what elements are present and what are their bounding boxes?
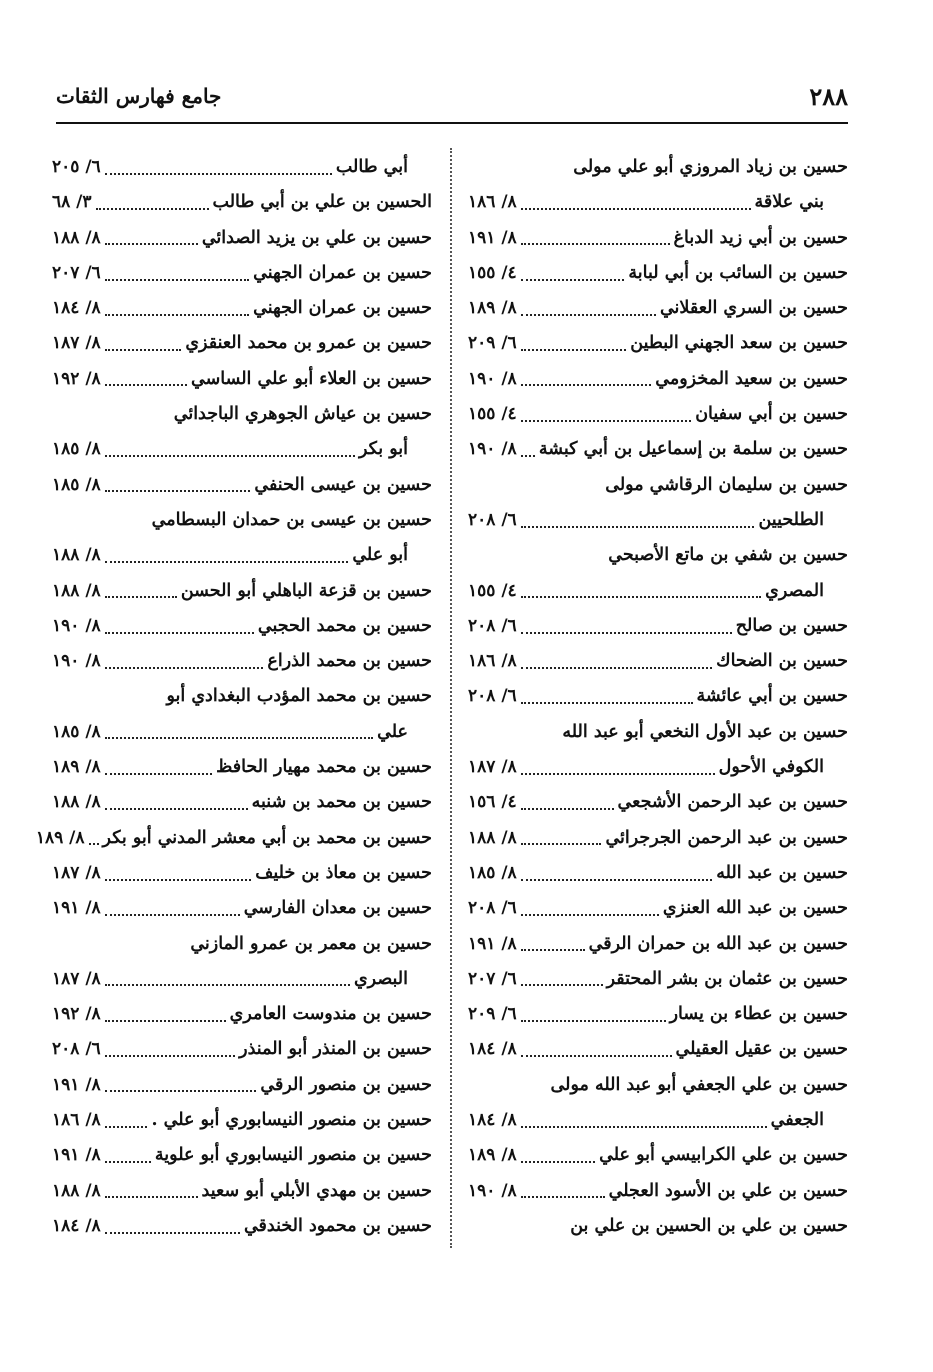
- leader-dots: [105, 632, 254, 634]
- index-entry: [468, 1138, 848, 1173]
- index-entry: [52, 891, 432, 926]
- index-entry: [52, 644, 432, 679]
- index-entry: [52, 574, 432, 609]
- entry-reference: ٨/ ١٩٠: [52, 615, 101, 636]
- entry-reference: ٦/ ٢٠٩: [468, 333, 517, 354]
- entry-reference: ٨/ ١٨٨: [468, 827, 517, 848]
- entry-reference: ٦/ ٢٠٨: [468, 615, 517, 636]
- index-entry: [52, 715, 432, 750]
- index-entry: [468, 1209, 848, 1244]
- entry-reference: ٨/ ١٨٤: [52, 298, 101, 319]
- leader-dots: [105, 279, 249, 281]
- index-entry: [468, 326, 848, 361]
- entry-name: حسين بن سليمان الرقاشي مولى: [605, 474, 848, 495]
- entry-reference: ٨/ ١٨٨: [52, 545, 101, 566]
- entry-name: حسين بن عبد الرحمن الأشجعي: [617, 792, 848, 813]
- entry-name: حسين بن عثمان بن بشر المحتقر: [606, 968, 848, 989]
- leader-dots: [105, 1090, 257, 1092]
- entry-name: حسين بن منصور الرقي: [260, 1074, 432, 1095]
- entry-reference: ٨/ ١٨٥: [52, 439, 101, 460]
- entry-reference: ٨/ ١٨٩: [35, 827, 85, 848]
- leader-dots: [96, 208, 209, 210]
- entry-reference: ٦/ ٢٠٥: [52, 157, 101, 177]
- entry-reference: ٨/ ١٨٥: [468, 862, 517, 883]
- index-entry: [52, 927, 432, 962]
- entry-name: الطلحيين: [758, 509, 824, 530]
- leader-dots: [521, 1196, 605, 1198]
- entry-name: حسين بن عبد الله العنزي: [662, 898, 848, 919]
- index-entry: [52, 291, 432, 326]
- entry-name: حسين بن محمد الذراع: [267, 651, 432, 672]
- index-entry: [52, 397, 432, 432]
- index-entry: [468, 1103, 848, 1138]
- leader-dots: [105, 1161, 151, 1163]
- entry-name: حسين بن عطاء بن يسار: [669, 1004, 848, 1025]
- index-entry: [468, 962, 848, 997]
- leader-dots: [521, 384, 652, 386]
- index-entry: [52, 997, 432, 1032]
- entry-name: الحسين بن علي بن أبي طالب: [212, 192, 432, 213]
- entry-name: بني علاقة: [754, 192, 824, 213]
- index-entry: [52, 468, 432, 503]
- entry-name: حسين بن الضحاك: [716, 651, 848, 672]
- leader-dots: [521, 314, 656, 316]
- leader-dots: [521, 349, 627, 351]
- index-entry: [468, 1174, 848, 1209]
- index-entry: [52, 1209, 432, 1244]
- entry-reference: ٨/ ١٩١: [52, 1074, 101, 1095]
- entry-reference: ٨/ ١٨٨: [52, 792, 101, 813]
- entry-name: الجعفي: [770, 1110, 824, 1131]
- index-entry: [468, 1068, 848, 1103]
- entry-reference: ٨/ ١٨٨: [52, 227, 101, 248]
- index-entry: [52, 1138, 432, 1173]
- leader-dots: [105, 173, 332, 175]
- entry-name: حسين بن محمد بن أبي معشر المدني أبو بكر: [102, 827, 432, 848]
- entry-name: حسين بن عيسى بن حمدان البسطامي: [151, 509, 432, 530]
- index-entry: [468, 715, 848, 750]
- index-entry: [468, 538, 848, 573]
- leader-dots: [521, 702, 693, 704]
- entry-name: حسين بن أبي سفيان: [695, 404, 848, 425]
- index-entry: [468, 503, 848, 538]
- page-header: [56, 82, 848, 124]
- leader-dots: [521, 914, 659, 916]
- entry-name: حسين بن سلمة بن إسماعيل بن أبي كبشة: [538, 439, 848, 460]
- leader-dots: [105, 1055, 235, 1057]
- index-entry: [468, 927, 848, 962]
- entry-reference: ٦/ ٢٠٩: [468, 1004, 517, 1025]
- entry-name: حسين بن منصور النيسابوري أبو علي .: [151, 1110, 432, 1131]
- leader-dots: [105, 984, 350, 986]
- leader-dots: [521, 455, 535, 457]
- leader-dots: [521, 808, 614, 810]
- entry-name: حسين بن عبد الله بن حمران الرقي: [588, 933, 848, 954]
- entry-name: حسين بن سعيد المخزومي: [655, 368, 848, 389]
- entry-reference: ٤/ ١٥٥: [468, 262, 517, 283]
- leader-dots: [105, 737, 373, 739]
- leader-dots: [521, 243, 670, 245]
- entry-reference: ٨/ ١٨٧: [52, 968, 101, 989]
- entry-reference: ٨/ ١٨٧: [52, 862, 101, 883]
- leader-dots: [89, 843, 99, 845]
- leader-dots: [105, 1196, 198, 1198]
- leader-dots: [105, 314, 249, 316]
- entry-name: حسين بن عيسى الحنفي: [254, 474, 432, 495]
- entry-name: حسين بن شفي بن ماتع الأصبحي: [608, 545, 848, 566]
- leader-dots: [521, 667, 712, 669]
- entry-reference: ٨/ ١٨٩: [468, 298, 517, 319]
- entry-reference: ٨/ ١٨٥: [52, 721, 101, 742]
- entry-reference: ٨/ ١٨٩: [468, 1145, 517, 1166]
- index-entry: [52, 256, 432, 291]
- entry-name: حسين بن معدان الفارسي: [243, 898, 432, 919]
- leader-dots: [521, 1055, 672, 1057]
- entry-name: حسين بن محمد المؤدب البغدادي أبو: [166, 686, 432, 707]
- index-entry: [52, 432, 432, 467]
- entry-name: حسين بن السائب بن أبي لبابة: [628, 262, 848, 283]
- entry-name: حسين بن قزعة الباهلي أبو الحسن: [180, 580, 432, 601]
- leader-dots: [105, 1020, 226, 1022]
- index-entry: [52, 1032, 432, 1067]
- index-entry: [52, 1174, 432, 1209]
- entry-reference: ٨/ ١٨٧: [468, 757, 517, 778]
- leader-dots: [105, 596, 177, 598]
- entry-reference: ٦/ ٢٠٧: [468, 968, 517, 989]
- index-entry: [52, 609, 432, 644]
- leader-dots: [521, 279, 625, 281]
- entry-reference: ٨/ ١٨٦: [468, 651, 517, 672]
- entry-name: حسين بن عبد الرحمن الجرجرائي: [605, 827, 848, 848]
- index-entry: [468, 221, 848, 256]
- entry-name: حسين بن صالح: [735, 615, 848, 636]
- leader-dots: [105, 349, 182, 351]
- entry-name: حسين بن علي بن يزيد الصدائي: [201, 227, 432, 248]
- entry-name: الكوفي الأحول: [718, 757, 824, 778]
- leader-dots: [105, 879, 252, 881]
- index-entry: [468, 432, 848, 467]
- index-entry: [35, 821, 432, 856]
- leader-dots: [105, 667, 264, 669]
- index-entry: [468, 185, 848, 220]
- index-column-left: [35, 150, 432, 1250]
- leader-dots: [521, 420, 692, 422]
- leader-dots: [105, 914, 240, 916]
- index-entry: [52, 1068, 432, 1103]
- entry-name: حسين بن سعد الجهني البطين: [630, 333, 848, 354]
- entry-name: حسين بن علي الكرابيسي أبو علي: [599, 1145, 848, 1166]
- leader-dots: [521, 879, 713, 881]
- index-entry: [468, 750, 848, 785]
- entry-reference: ٦/ ٢٠٧: [52, 262, 101, 283]
- entry-reference: ٨/ ١٩٠: [468, 1180, 517, 1201]
- index-entry: [468, 679, 848, 714]
- entry-reference: ٦/ ٢٠٨: [468, 509, 517, 530]
- entry-name: حسين بن علي بن الأسود العجلي: [608, 1180, 848, 1201]
- entry-reference: ٨/ ١٩١: [468, 933, 517, 954]
- entry-reference: ٨/ ١٩٢: [52, 1004, 101, 1025]
- leader-dots: [521, 773, 715, 775]
- index-entry: [468, 574, 848, 609]
- entry-name: المصري: [765, 580, 824, 601]
- entry-reference: ٤/ ١٥٦: [468, 792, 517, 813]
- leader-dots: [521, 1020, 666, 1022]
- column-divider: [450, 148, 452, 1248]
- index-entry: [52, 362, 432, 397]
- index-entry: [52, 679, 432, 714]
- leader-dots: [105, 808, 248, 810]
- index-entry: [468, 468, 848, 503]
- entry-reference: ٨/ ١٨٨: [52, 580, 101, 601]
- entry-name: حسين بن مندوست العامري: [229, 1004, 432, 1025]
- entry-name: حسين بن محمد مهيار الحافظ: [216, 757, 432, 778]
- entry-reference: ٨/ ١٨٧: [52, 333, 101, 354]
- entry-name: حسين بن عمران الجهني: [253, 298, 432, 319]
- index-entry: [468, 644, 848, 679]
- entry-reference: ٦/ ٢٠٨: [468, 686, 517, 707]
- entry-reference: ٨/ ١٩٠: [468, 368, 517, 389]
- index-entry: [52, 750, 432, 785]
- entry-name: حسين بن محمد بن شنبه: [251, 792, 432, 813]
- entry-name: حسين بن معمر بن عمرو المازني: [190, 933, 432, 954]
- entry-name: حسين بن محمود الخندقي: [243, 1215, 432, 1236]
- index-entry: [468, 785, 848, 820]
- entry-name: حسين بن علي الجعفي أبو عبد الله مولى: [550, 1074, 848, 1095]
- leader-dots: [521, 596, 761, 598]
- entry-name: حسين بن منصور النيسابوري أبو علوية: [154, 1145, 432, 1166]
- leader-dots: [521, 843, 602, 845]
- index-column-right: [468, 150, 848, 1250]
- entry-reference: ٣/ ٦٨: [52, 192, 92, 213]
- index-entry: [468, 397, 848, 432]
- leader-dots: [105, 773, 212, 775]
- leader-dots: [105, 561, 349, 563]
- index-entry: [468, 609, 848, 644]
- entry-reference: ٨/ ١٨٥: [52, 474, 101, 495]
- index-entry: [52, 150, 432, 185]
- entry-name: حسين بن عبد الله: [716, 862, 848, 883]
- entry-name: حسين بن عمرو بن محمد العنقزي: [185, 333, 432, 354]
- index-entry: [468, 997, 848, 1032]
- index-entry: [52, 185, 432, 220]
- index-entry: [468, 256, 848, 291]
- entry-reference: ٤/ ١٥٥: [468, 404, 517, 425]
- entry-reference: ٨/ ١٨٤: [468, 1039, 517, 1060]
- entry-reference: ٦/ ٢٠٨: [468, 898, 517, 919]
- index-entry: [468, 856, 848, 891]
- leader-dots: [521, 1161, 595, 1163]
- index-entry: [468, 891, 848, 926]
- entry-name: حسين بن محمد الحجبي: [257, 615, 432, 636]
- index-entry: [52, 538, 432, 573]
- entry-name: حسين بن معاذ بن خليف: [255, 862, 432, 883]
- index-entry: [52, 503, 432, 538]
- entry-reference: ٨/ ١٨٩: [52, 757, 101, 778]
- leader-dots: [521, 632, 732, 634]
- entry-name: أبو علي: [352, 545, 408, 566]
- entry-name: حسين بن زياد المروزي أبو علي مولى: [573, 157, 848, 177]
- index-entry: [52, 326, 432, 361]
- index-entry: [52, 1103, 432, 1138]
- entry-name: حسين بن علي بن الحسين بن علي بن: [570, 1215, 848, 1236]
- leader-dots: [105, 1126, 148, 1128]
- index-entry: [468, 362, 848, 397]
- index-entry: [52, 785, 432, 820]
- entry-name: حسين بن عمران الجهني: [253, 262, 432, 283]
- leader-dots: [105, 384, 187, 386]
- leader-dots: [521, 984, 603, 986]
- entry-name: حسين بن أبي زيد الدباغ: [673, 227, 848, 248]
- entry-reference: ٨/ ١٩١: [52, 898, 101, 919]
- index-entry: [468, 821, 848, 856]
- entry-name: علي: [377, 721, 408, 742]
- entry-name: حسين بن المنذر أبو المنذر: [239, 1039, 432, 1060]
- entry-name: البصري: [353, 968, 408, 989]
- entry-name: حسين بن مهدي الأبلي أبو سعيد: [201, 1180, 432, 1201]
- leader-dots: [521, 1126, 767, 1128]
- entry-reference: ٦/ ٢٠٨: [52, 1039, 101, 1060]
- entry-name: حسين بن عبد الأول النخعي أبو عبد الله: [562, 721, 848, 742]
- leader-dots: [105, 490, 251, 492]
- leader-dots: [521, 949, 585, 951]
- index-entry: [468, 291, 848, 326]
- entry-reference: ٨/ ١٩٠: [52, 651, 101, 672]
- entry-reference: ٨/ ١٩١: [52, 1145, 101, 1166]
- entry-reference: ٨/ ١٨٨: [52, 1180, 101, 1201]
- leader-dots: [105, 1232, 240, 1234]
- entry-reference: ٨/ ١٩١: [468, 227, 517, 248]
- index-entry: [52, 856, 432, 891]
- entry-name: حسين بن عقيل العقيلي: [675, 1039, 848, 1060]
- entry-reference: ٨/ ١٨٤: [468, 1110, 517, 1131]
- entry-name: حسين بن عياش الجوهري الباجدائي: [173, 404, 432, 425]
- index-entry: [52, 221, 432, 256]
- entry-name: أبي طالب: [335, 157, 408, 177]
- leader-dots: [105, 243, 198, 245]
- entry-reference: ٨/ ١٩٢: [52, 368, 101, 389]
- index-entry: [468, 150, 848, 185]
- index-entry: [468, 1032, 848, 1067]
- leader-dots: [521, 526, 755, 528]
- entry-reference: ٨/ ١٨٤: [52, 1215, 101, 1236]
- entry-reference: ٨/ ١٨٦: [52, 1110, 101, 1131]
- leader-dots: [105, 455, 355, 457]
- entry-name: حسين بن العلاء أبو علي الساسي: [191, 368, 432, 389]
- entry-reference: ٨/ ١٩٠: [468, 439, 517, 460]
- page-number: ٢٨٨: [809, 82, 848, 111]
- entry-name: حسين بن السري العقلاني: [659, 298, 848, 319]
- entry-name: أبو بكر: [358, 439, 408, 460]
- leader-dots: [521, 208, 751, 210]
- entry-reference: ٤/ ١٥٥: [468, 580, 517, 601]
- index-entry: [52, 962, 432, 997]
- book-title: جامع فهارس الثقات: [56, 84, 222, 108]
- entry-reference: ٨/ ١٨٦: [468, 192, 517, 213]
- entry-name: حسين بن أبي عائشة: [696, 686, 848, 707]
